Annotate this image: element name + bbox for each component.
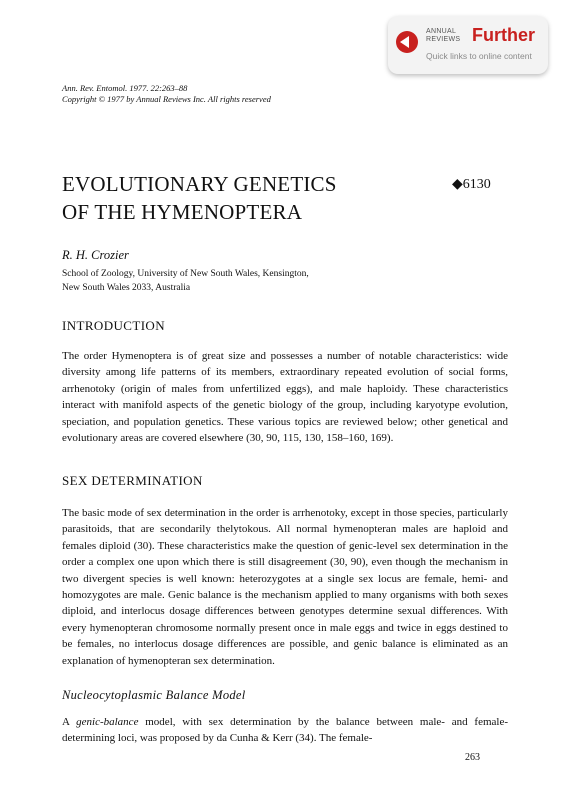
- subsection-heading: Nucleocytoplasmic Balance Model: [62, 688, 246, 702]
- citation: [62, 83, 271, 105]
- article-title: [62, 170, 337, 226]
- article-code: ◆6130: [452, 177, 491, 192]
- final-text-italic: genic-balance: [76, 716, 139, 728]
- final-text-end: model, with sex determination by the balance between male- and female-determining loci, was proposed by da Cunha & Kerr (34). The female-: [62, 716, 508, 745]
- affiliation-line1: School of Zoology, University of New South Wales, Kensington,: [62, 269, 309, 279]
- section-heading-introduction: INTRODUCTION: [62, 318, 166, 333]
- title-line1: EVOLUTIONARY GENETICS: [62, 172, 337, 196]
- brand-line1: ANNUAL: [426, 28, 457, 35]
- section-heading-sex-determination: SEX DETERMINATION: [62, 473, 203, 488]
- final-text-start: A: [62, 716, 77, 728]
- annual-reviews-brand: [426, 28, 460, 44]
- brand-line2: REVIEWS: [426, 36, 461, 43]
- page-number: 263: [465, 752, 480, 763]
- further-banner[interactable]: [388, 16, 548, 74]
- title-line2: OF THE HYMENOPTERA: [62, 200, 303, 224]
- author-affiliation: [62, 267, 502, 295]
- citation-line2: Copyright © 1977 by Annual Reviews Inc. All rights reserved: [62, 94, 271, 104]
- author-name: R. H. Crozier: [62, 248, 129, 262]
- final-paragraph: [62, 714, 508, 747]
- play-back-arrow-icon: [396, 31, 418, 53]
- citation-line1: Ann. Rev. Entomol. 1977. 22:263–88: [62, 83, 188, 93]
- further-tagline[interactable]: Quick links to online content: [426, 51, 532, 61]
- intro-paragraph: The order Hymenoptera is of great size and possesses a number of notable characteristics: wide diversity among life patterns of its members, extraordinary repeated evolution of social forms, arrhenotoky (origin of males from unfertilized eggs), and male haploidy. These characteristics interact with manifold aspects of the genetic biology of the group, including karyotype evolution, speciation, and population genetics. These various topics are reviewed below; other genetical and evolutionary areas are covered elsewhere (30, 90, 115, 130, 158–160, 169).: [62, 350, 508, 445]
- sex-determination-paragraph: The basic mode of sex determination in the order is arrhenotoky, except in those species, particularly parasitoids, that are secondarily thelytokous. All normal hymenopteran males are haploid and females diploid (30). These characteristics make the question of genic-level sex determination in the order a complex one upon which there is still disagreement (30, 90), even though the mechanism in two divergent species is well known: heterozygotes at a single sex locus are female, hemi- and homozygotes are male. Genic balance is the mechanism applied to many organisms with both sexes diploid, and interlocus dosage differences between genotypes determine sexual differences. With every hymenopteran chromosome normally present once in male eggs and twice in eggs destined to be females, no interlocus dosage differences are possible, and genic balance is eliminated as an explanation of hymenopteran sex determination.: [62, 507, 508, 667]
- further-label[interactable]: Further: [472, 25, 535, 45]
- affiliation-line2: New South Wales 2033, Australia: [62, 283, 191, 293]
